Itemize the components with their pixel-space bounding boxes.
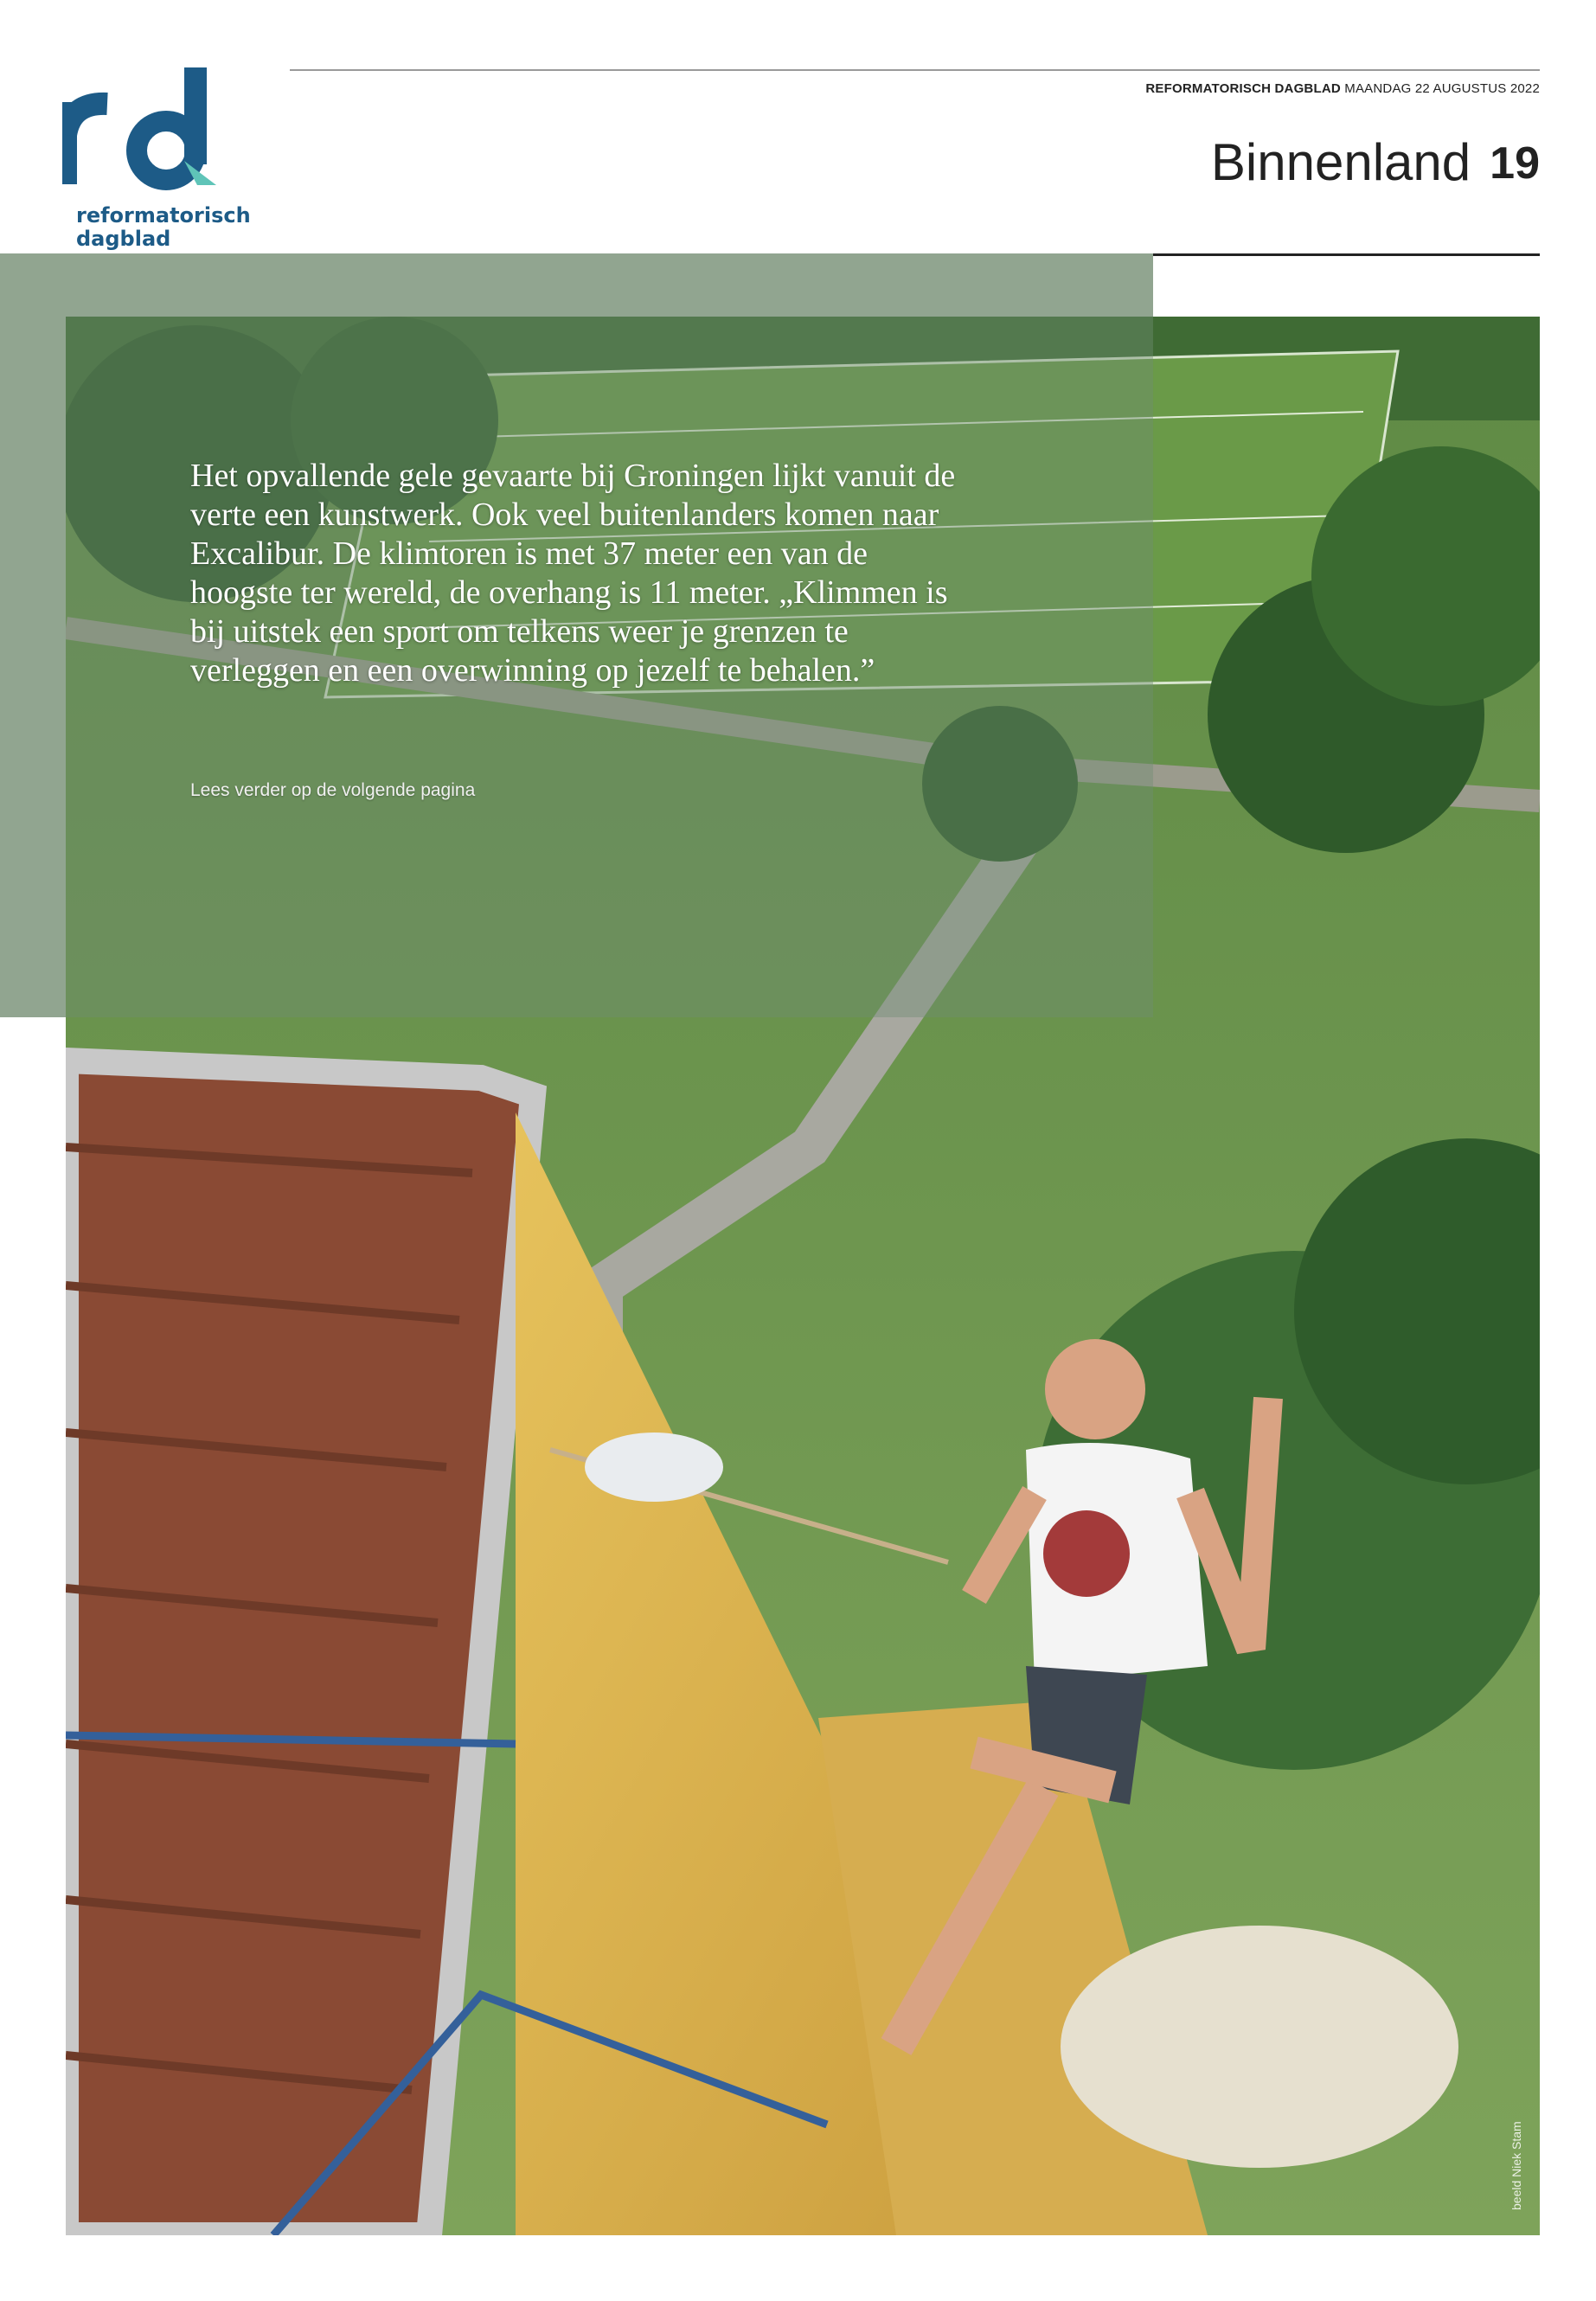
section-heading [1210,133,1540,191]
newspaper-name: REFORMATORISCH DAGBLAD [1145,81,1341,96]
header-top-rule [290,69,1540,71]
logo-line-2: dagblad [76,227,171,251]
feature-quote: Het opvallende gele gevaarte bij Groningen lijkt vanuit de verte een kunstwerk. Ook veel buitenlanders komen naar Excalibur. De klimtoren is met 37 meter een van de hoogste ter wereld, de overhang is 11 meter. „Klimmen is bij uitstek een sport om telkens weer je grenzen te verleggen en een overwinning op jezelf te behalen.” [190,458,956,689]
logo-wordmark [76,204,251,251]
page-number: 19 [1490,138,1540,189]
logo-line-1: reformatorisch [76,203,251,228]
dateline [1145,81,1540,96]
section-label: Binnenland [1210,133,1471,191]
photo-credit: beeld Niek Stam [1509,2121,1523,2210]
issue-date: MAANDAG 22 AUGUSTUS 2022 [1344,81,1540,96]
read-more-link[interactable]: Lees verder op de volgende pagina [190,780,476,800]
